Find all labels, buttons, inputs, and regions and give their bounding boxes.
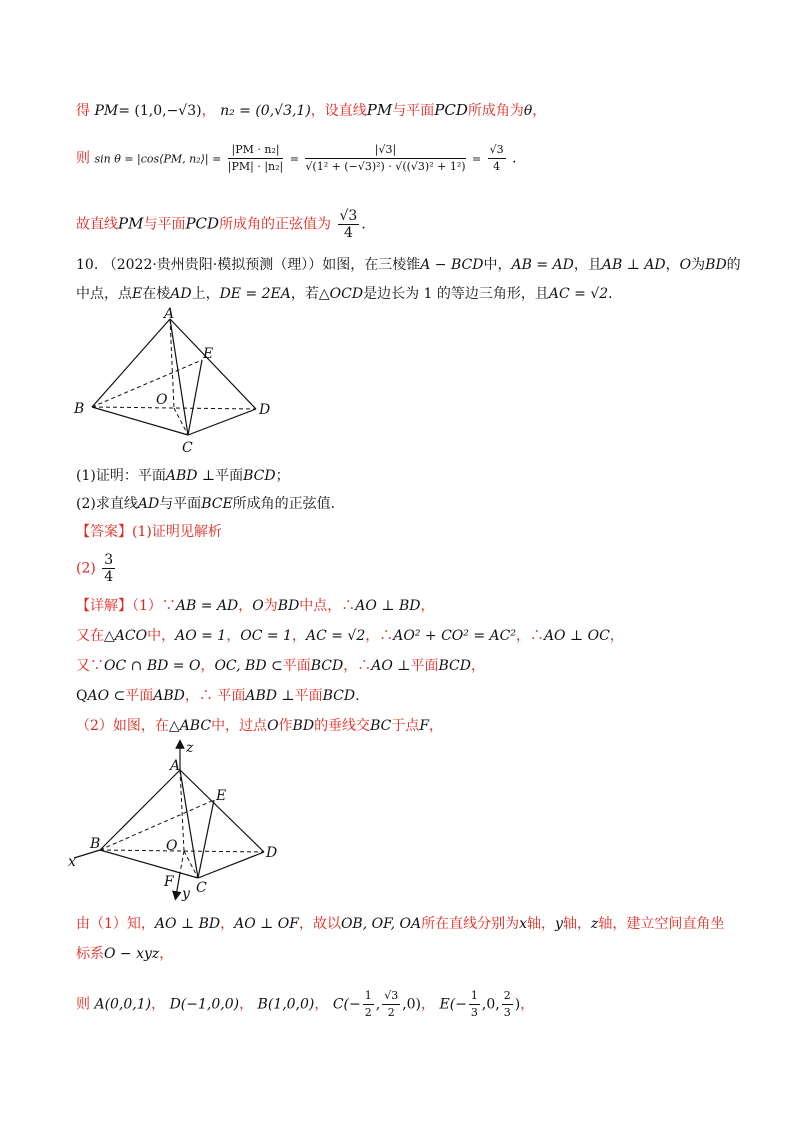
label-z: z bbox=[186, 740, 194, 756]
label-o: O bbox=[166, 838, 178, 854]
label-d: D bbox=[266, 845, 278, 861]
label-a: A bbox=[170, 758, 181, 774]
fraction-e-z: $\frac{2}{3}$ bbox=[503, 989, 511, 1019]
label-b: B bbox=[74, 401, 85, 417]
fraction-e-x: $\frac{1}{3}$ bbox=[470, 989, 478, 1019]
detail-line-7: 标系O − xyz， bbox=[76, 946, 174, 962]
solution-line-1: 得 PM= (1,0,−√3)， n₂ = (0,√3,1)，设直线PM与平面PCD所成角为θ， bbox=[76, 101, 547, 119]
edge-bd-hidden bbox=[100, 850, 264, 852]
segment-of-hidden bbox=[180, 851, 184, 873]
label-x: x bbox=[68, 854, 76, 870]
label-d: D bbox=[259, 402, 271, 418]
question-10-line-2: 中点，点E在棱AD上，DE = 2EA，若△OCD是边长为 1 的等边三角形，且AC = √2． bbox=[76, 286, 623, 302]
edge-ac bbox=[180, 770, 198, 878]
edge-cd bbox=[188, 409, 256, 435]
detail-line-1: 【详解】（1）∵AB = AD，O为BD中点，∴AO ⊥ BD， bbox=[76, 598, 435, 614]
edge-bc bbox=[92, 407, 188, 435]
label-e: E bbox=[216, 788, 227, 804]
detail-line-5: （2）如图，在△ABC中，过点O作BD的垂线交BC于点F， bbox=[76, 718, 444, 734]
fraction-3-over-4: $\frac{3}{4}$ bbox=[104, 552, 114, 585]
part-1: (1)证明：平面ABD ⊥平面BCD； bbox=[76, 468, 290, 484]
fraction-dot-over-norm: $\frac{\text{|PM · n₂|}}{\text{|PM| · |n₂|}}$ bbox=[227, 143, 284, 173]
answer-part-2: (2) $\frac{3}{4}$ bbox=[76, 552, 114, 585]
label-o: O bbox=[156, 392, 168, 408]
segment-be-hidden bbox=[92, 360, 202, 407]
edge-ce bbox=[188, 360, 202, 435]
part-2: (2)求直线AD与平面BCE所成角的正弦值. bbox=[76, 496, 336, 512]
fraction-c-y: $\frac{√3}{2}$ bbox=[384, 989, 399, 1019]
label-a: A bbox=[164, 306, 175, 322]
edge-ce bbox=[198, 800, 214, 878]
tetrahedron-figure-1 bbox=[70, 305, 280, 460]
label-b: B bbox=[90, 836, 101, 852]
detail-line-3: 又∵OC ∩ BD = O，OC, BD ⊂平面BCD，∴AO ⊥平面BCD， bbox=[76, 658, 485, 674]
solution-conclusion: 故直线PM与平面PCD所成角的正弦值为 $\frac{√3}{4}$ ． bbox=[76, 208, 376, 241]
fraction-sqrt3-over-4: $\frac{√3}{4}$ bbox=[339, 208, 358, 241]
fraction-c-x: $\frac{1}{2}$ bbox=[364, 989, 372, 1019]
label-c: C bbox=[182, 440, 193, 456]
edge-cd bbox=[198, 852, 264, 878]
coordinate-figure-2 bbox=[66, 738, 286, 908]
answer-label: 【答案】(1)证明见解析 bbox=[76, 524, 222, 540]
segment-be-hidden bbox=[100, 800, 214, 850]
fraction-result: $\frac{√3}{4}$ bbox=[489, 143, 504, 173]
solution-line-2: 则 sin θ = |cos⟨PM, n₂⟩| = $\frac{\text{|PM · n₂|}}{\text{|PM| · |n₂|}}$ = $\frac{|√3|}{\text{√(1² + (−√3)²) · √((√3)² + 1²)}}$ = $\frac{√3}{4}$ ． bbox=[76, 143, 527, 173]
detail-line-4: QAO ⊂平面ABD，∴ 平面ABD ⊥平面BCD. bbox=[76, 688, 360, 704]
edge-ad bbox=[170, 319, 256, 409]
question-10-line-1: 10. （2022·贵州贵阳·模拟预测（理））如图，在三棱锥A − BCD中，AB = AD，且AB ⊥ AD，O为BD的 bbox=[76, 257, 741, 273]
label-f: F bbox=[164, 874, 174, 890]
fraction-numeric: $\frac{|√3|}{\text{√(1² + (−√3)²) · √((√3)² + 1²)}}$ bbox=[305, 143, 466, 173]
edge-ad bbox=[180, 770, 264, 852]
detail-line-2: 又在△ACO中，AO = 1，OC = 1，AC = √2，∴AO² + CO² = AC²，∴AO ⊥ OC， bbox=[76, 628, 624, 644]
label-y: y bbox=[182, 886, 190, 902]
label-c: C bbox=[196, 880, 207, 896]
label-e: E bbox=[203, 346, 214, 362]
detail-line-6: 由（1）知，AO ⊥ BD，AO ⊥ OF，故以OB, OF, OA所在直线分别为x轴，y轴，z轴，建立空间直角坐 bbox=[76, 916, 725, 932]
detail-line-8: 则 A(0,0,1)， D(−1,0,0)， B(1,0,0)， C(− $\frac{1}{2}$ , $\frac{√3}{2}$ ,0)， E(− $\frac{1}{3}$ ,0, $\frac{2}{3}$ )， bbox=[76, 989, 535, 1019]
y-axis bbox=[176, 873, 180, 896]
